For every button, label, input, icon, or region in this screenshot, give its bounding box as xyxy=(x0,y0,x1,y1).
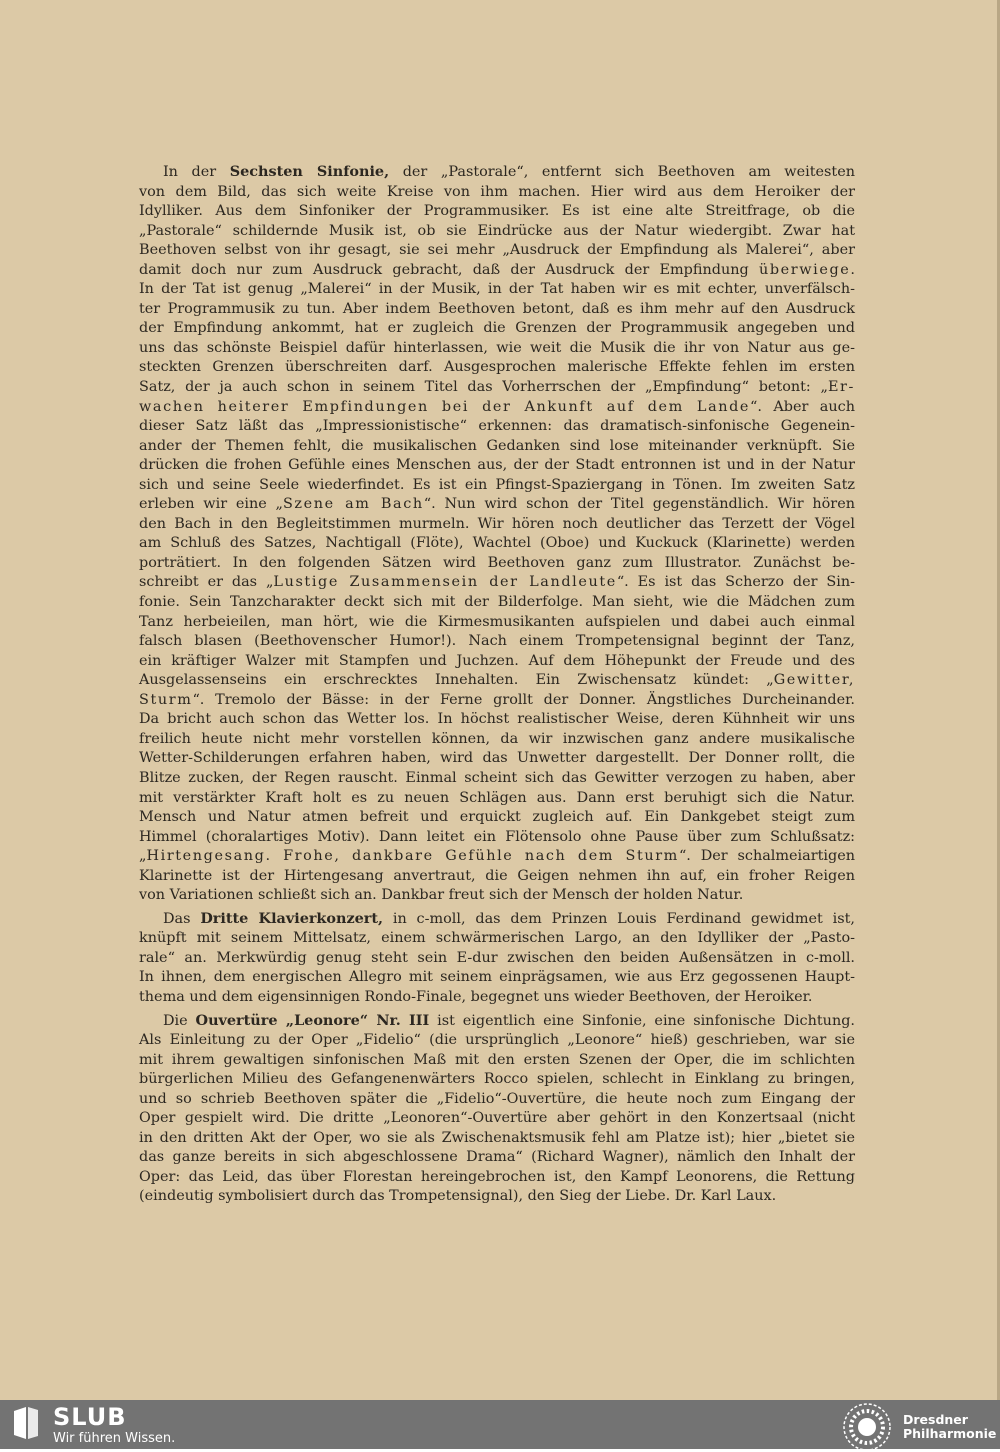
spaced-emphasis: Sturm xyxy=(139,691,193,708)
bold-title: Sechsten Sinfonie, xyxy=(229,163,390,180)
text-line xyxy=(139,398,855,418)
text-run: von Variationen schließt sich an. Dankbar freut sich der Mensch der holden Natur. xyxy=(139,887,744,904)
text-run: Da bricht auch schon das Wetter los. In höchst realistischer Weise, deren Kühnheit wir uns xyxy=(139,711,855,728)
text-line xyxy=(139,749,855,769)
text-line xyxy=(139,358,855,378)
text-line xyxy=(139,1168,855,1188)
text-line xyxy=(139,1148,855,1168)
philharmonie-name xyxy=(903,1413,996,1441)
text-run: Tanz herbeieilen, man hört, wie die Kirmesmusikanten aufspielen und dabei auch einmal xyxy=(139,613,855,630)
text-line xyxy=(139,534,855,554)
text-run: “. Tremolo der Bässe: in der Ferne grollt der Donner. Ängstliches Durcheinander. xyxy=(192,691,855,708)
text-line xyxy=(139,1051,855,1071)
text-run: knüpft mit seinem Mittelsatz, einem schwärmerischen Largo, an den Idylliker der „Pasto- xyxy=(139,930,855,947)
text-run: ander der Themen fehlt, die musikalischen Gedanken sind lose miteinander verknüpft. Sie xyxy=(139,437,855,454)
slub-tagline: Wir führen Wissen. xyxy=(53,1431,176,1446)
text-line xyxy=(139,162,855,183)
text-run: ist eigentlich eine Sinfonie, eine sinfonische Dichtung. xyxy=(429,1012,855,1029)
text-line xyxy=(139,476,855,496)
article-text xyxy=(139,162,855,1210)
text-run: thema und dem eigensinnigen Rondo-Finale, begegnet uns wieder Beethoven, der Heroiker. xyxy=(139,988,813,1005)
text-line xyxy=(139,222,855,242)
paragraph xyxy=(139,162,855,906)
text-line xyxy=(139,886,855,906)
text-line xyxy=(139,847,855,867)
footer-bar xyxy=(0,1400,1000,1449)
spaced-emphasis: Lustige Zusammensein der Landleute xyxy=(273,574,617,591)
text-run: “. Der schalmeiartigen xyxy=(678,848,855,865)
spaced-emphasis: überwiege xyxy=(758,261,851,278)
text-run: Oper: das Leid, das über Florestan hereingebrochen ist, den Kampf Leonorens, die Rettung xyxy=(139,1168,855,1185)
text-line xyxy=(139,632,855,652)
text-run: Oper gespielt wird. Die dritte „Leonoren“-Ouvertüre aber gehört in den Konzertsaal (nicht xyxy=(139,1110,855,1127)
bold-title: Ouvertüre „Leonore“ Nr. III xyxy=(195,1011,430,1029)
text-line xyxy=(139,613,855,633)
text-line xyxy=(139,769,855,789)
text-line xyxy=(139,593,855,613)
text-run: falsch blasen (Beethovenscher Humor!). Nach einem Trompetensignal beginnt der Tanz, xyxy=(139,633,855,650)
text-run: In ihnen, dem energischen Allegro mit seinem einprägsamen, wie aus Erz gegossenen Haupt- xyxy=(139,969,855,986)
spaced-emphasis: wachen heiterer Empfindungen bei der Ankunft auf dem Lande xyxy=(139,398,751,415)
text-line xyxy=(139,730,855,750)
text-run: Mensch und Natur atmen befreit und erquickt zugleich auf. Ein Dankgebet steigt zum xyxy=(139,809,855,826)
text-line xyxy=(139,202,855,222)
text-line xyxy=(139,456,855,476)
text-line xyxy=(139,183,855,203)
text-line xyxy=(139,280,855,300)
text-line xyxy=(139,808,855,828)
text-line xyxy=(139,671,855,691)
text-run: bürgerlichen Milieu des Gefangenenwärters Rocco spielen, schlecht in Einklang zu bringen, xyxy=(139,1071,855,1088)
text-line xyxy=(139,1109,855,1129)
text-run: Blitze zucken, der Regen rauscht. Einmal scheint sich das Gewitter verzogen zu haben, aber xyxy=(139,769,855,786)
text-run: mit ihrem gewaltigen sinfonischen Maß mit den ersten Szenen der Oper, die im schlichten xyxy=(139,1051,855,1068)
text-run: und so schrieb Beethoven später die „Fidelio“-Ouvertüre, die heute noch zum Eingang der xyxy=(139,1090,855,1107)
text-run: Satz, der ja auch schon in seinem Titel das Vorherrschen der „Empfindung“ betont: „ xyxy=(139,379,828,396)
text-line xyxy=(139,495,855,515)
text-run: erleben wir eine „ xyxy=(139,496,283,513)
text-run: am Schluß des Satzes, Nachtigall (Flöte), Wachtel (Oboe) und Kuckuck (Klarinette) werden xyxy=(139,535,855,552)
text-line xyxy=(139,710,855,730)
text-run: den Bach in den Begleitstimmen murmeln. Wir hören noch deutlicher das Terzett der Vögel xyxy=(139,515,855,532)
text-run: steckten Grenzen überschreiten darf. Ausgesprochen malerische Effekte fehlen im ersten xyxy=(139,359,855,376)
text-line xyxy=(139,988,855,1008)
text-line xyxy=(139,789,855,809)
text-line xyxy=(139,515,855,535)
text-line xyxy=(139,929,855,949)
spaced-emphasis: Er- xyxy=(827,379,855,396)
text-line xyxy=(139,261,855,281)
philharmonie-logo-icon xyxy=(842,1402,892,1452)
text-run: Beethoven selbst von ihr gesagt, sie sei mehr „Ausdruck der Empfindung als Malerei“, aber xyxy=(139,242,855,259)
paragraph xyxy=(139,1011,855,1207)
text-run: „Pastorale“ schildernde Musik ist, ob sie Eindrücke aus der Natur wiedergibt. Zwar hat xyxy=(139,222,855,239)
spaced-emphasis: Hirtengesang. Frohe, dankbare Gefühle nach dem Sturm xyxy=(146,848,679,865)
text-run: . xyxy=(850,261,855,278)
text-run: schreibt er das „ xyxy=(139,574,274,591)
spaced-emphasis: Gewitter, xyxy=(773,672,855,689)
text-line xyxy=(139,1090,855,1110)
text-run: Klarinette ist der Hirtengesang anvertraut, die Geigen nehmen ihn auf, ein froher Reigen xyxy=(139,867,855,884)
text-run: Ausgelassenseins ein erschrecktes Innehalten. Ein Zwischensatz kündet: „ xyxy=(139,672,774,689)
text-line xyxy=(139,652,855,672)
text-line xyxy=(139,300,855,320)
text-run: Die xyxy=(163,1012,196,1029)
text-line xyxy=(139,949,855,969)
text-run: drücken die frohen Gefühle eines Menschen aus, der der Stadt entronnen ist und in der Natur xyxy=(139,457,855,474)
text-line xyxy=(139,1129,855,1149)
text-line xyxy=(139,909,855,930)
text-line xyxy=(139,417,855,437)
text-run: ter Programmusik zu tun. Aber indem Beethoven betont, daß es ihm mehr auf den Ausdruck xyxy=(139,300,855,317)
text-run: in den dritten Akt der Oper, wo sie als Zwischenaktsmusik fehl am Platze ist); hier „bietet sie xyxy=(139,1129,855,1146)
text-run: uns das schönste Beispiel dafür hinterlassen, wie weit die Musik die ihr von Natur aus ge- xyxy=(139,339,855,356)
text-run: In der Tat ist genug „Malerei“ in der Musik, in der Tat haben wir es mit echter, unverfälsch- xyxy=(139,281,855,298)
slub-name: SLUB xyxy=(53,1403,127,1431)
slub-logo-icon xyxy=(12,1405,40,1441)
text-line xyxy=(139,1070,855,1090)
text-run: “. Es ist das Scherzo der Sin- xyxy=(616,574,855,591)
text-run: Wetter-Schilderungen erfahren haben, wird das Unwetter dargestellt. Der Donner rollt, die xyxy=(139,750,855,767)
text-run: der „Pastorale“, entfernt sich Beethoven am weitesten xyxy=(389,164,855,180)
text-line xyxy=(139,968,855,988)
text-run: damit doch nur zum Ausdruck gebracht, daß der Ausdruck der Empfindung xyxy=(139,261,759,278)
text-line xyxy=(139,828,855,848)
text-run: porträtiert. In den folgenden Sätzen wird Beethoven ganz zum Illustrator. Zunächst be- xyxy=(139,554,855,571)
philharmonie-name-line1: Dresdner xyxy=(903,1412,968,1427)
text-run: „ xyxy=(139,848,147,865)
text-run: Himmel (choralartiges Motiv). Dann leitet ein Flötensolo ohne Pause über zum Schlußsatz: xyxy=(139,828,855,845)
bold-title: Dritte Klavierkonzert, xyxy=(200,909,384,927)
text-run: fonie. Sein Tanzcharakter deckt sich mit der Bilderfolge. Man sieht, wie die Mädchen zum xyxy=(139,594,855,611)
text-line xyxy=(139,241,855,261)
text-run: Als Einleitung zu der Oper „Fidelio“ (die ursprünglich „Leonore“ hieß) geschrieben, war sie xyxy=(139,1032,855,1049)
text-run: das ganze bereits in sich abgeschlossene Drama“ (Richard Wagner), nämlich den Inhalt der xyxy=(139,1149,855,1166)
text-run: freilich heute nicht mehr vorstellen können, da wir inzwischen ganz andere musikalische xyxy=(139,730,855,747)
text-line xyxy=(139,378,855,398)
text-run: der Empfindung ankommt, hat er zugleich die Grenzen der Programmusik angegeben und xyxy=(139,320,855,337)
text-line xyxy=(139,867,855,887)
text-line xyxy=(139,1187,855,1207)
text-run: dieser Satz läßt das „Impressionistische“ erkennen: das dramatisch-sinfonische Gegenein- xyxy=(139,418,855,435)
paragraph xyxy=(139,909,855,1008)
text-run: “. Nun wird schon der Titel gegenständlich. Wir hören xyxy=(423,496,855,513)
text-line xyxy=(139,1011,855,1032)
text-run: In der xyxy=(163,164,230,180)
text-run: ein kräftiger Walzer mit Stampfen und Juchzen. Auf dem Höhepunkt der Freude und des xyxy=(139,652,855,669)
text-run: in c-moll, das dem Prinzen Louis Ferdinand gewidmet ist, xyxy=(383,910,856,927)
philharmonie-name-line2: Philharmonie xyxy=(903,1426,997,1441)
text-run: sich und seine Seele wiederfindet. Es ist ein Pfingst-Spaziergang in Tönen. Im zweiten Satz xyxy=(139,476,855,493)
text-run: “. Aber auch xyxy=(750,398,855,415)
text-line xyxy=(139,1031,855,1051)
text-line xyxy=(139,554,855,574)
text-line xyxy=(139,573,855,593)
text-line xyxy=(139,437,855,457)
text-line xyxy=(139,339,855,359)
text-line xyxy=(139,691,855,711)
text-run: (eindeutig symbolisiert durch das Trompetensignal), den Sieg der Liebe. Dr. Karl Laux. xyxy=(139,1188,777,1205)
text-run: Idylliker. Aus dem Sinfoniker der Programmusiker. Es ist eine alte Streitfrage, ob die xyxy=(139,203,855,220)
text-line xyxy=(139,319,855,339)
text-run: Das xyxy=(163,910,201,927)
spaced-emphasis: Szene am Bach xyxy=(282,496,424,513)
text-run: von dem Bild, das sich weite Kreise von ihm machen. Hier wird aus dem Heroiker der xyxy=(139,183,855,200)
text-run: mit verstärkter Kraft holt es zu neuen Schlägen aus. Dann erst beruhigt sich die Natur. xyxy=(139,789,855,806)
text-run: rale“ an. Merkwürdig genug steht sein E-dur zwischen den beiden Außensätzen in c-moll. xyxy=(139,949,855,966)
